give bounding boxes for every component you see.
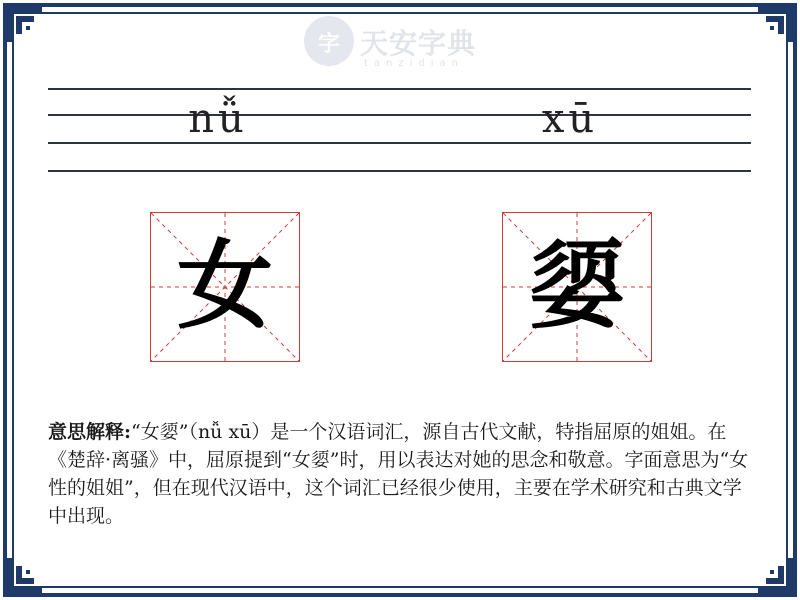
logo-subtitle: tanzidian [364, 58, 465, 69]
character-second: 媭 [529, 229, 625, 342]
explanation-label: 意思解释: [48, 421, 132, 443]
pinyin-second: xū [541, 96, 599, 142]
corner-ornament-icon [756, 4, 796, 44]
logo-name: 天安字典 [360, 27, 477, 60]
character-grid-second [502, 212, 652, 362]
pinyin-rule-line [48, 170, 751, 172]
logo-seal-icon: 字 [304, 16, 354, 66]
site-logo [300, 14, 500, 70]
corner-ornament-icon [4, 556, 44, 596]
corner-ornament-icon [4, 4, 44, 44]
pinyin-rule-line [48, 88, 751, 90]
character-first: 女 [177, 229, 273, 342]
explanation-paragraph [48, 418, 754, 530]
explanation-text: “女媭”（nǚ xū）是一个汉语词汇，源自古代文献，特指屈原的姐姐。在《楚辞·离骚》中，屈原提到“女媭”时，用以表达对她的思念和敬意。字面意思为“女性的姐姐”，但在现代汉语中，这个词汇已经很少使用，主要在学术研究和古典文学中出现。 [48, 421, 749, 527]
pinyin-rule-line [48, 142, 751, 144]
corner-ornament-icon [756, 556, 796, 596]
character-grid-first [150, 212, 300, 362]
pinyin-first: nǚ [188, 96, 248, 142]
